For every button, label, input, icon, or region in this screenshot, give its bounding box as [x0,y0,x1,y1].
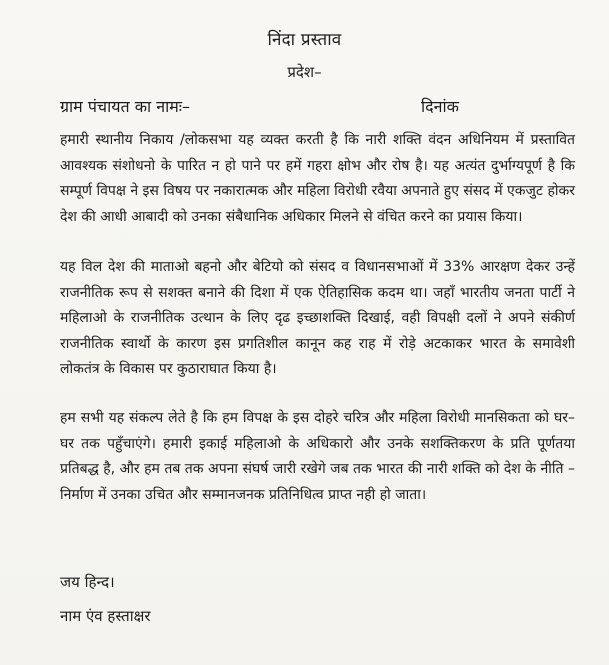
paragraph-resolution: हम सभी यह संकल्प लेते है कि हम विपक्ष के इस दोहरे चरित्र और महिला विरोधी मानसिकता को घर–घर तक पहुँचाएंगे। हमारी इकाई महिलाओ के अधिकारो और उनके सशक्तिकरण के प्रति पूर्णतया प्रतिबद्ध है, और हम तब तक अपना संघर्ष जारी रखेगे जब तक भारत की नारी शक्ति को देश के नीति –निर्माण में उनका उचित और सम्मानजनक प्रतिनिधित्व प्राप्त नही हो जाता। [60,410,575,503]
paragraph-bill-significance: यह विल देश की माताओ बहनो और बेटियो को संसद व विधानसभाओं में 33% आरक्षण देकर उन्हें राजनीतिक रूप से सशक्त बनाने की दिशा में एक ऐतिहासिक कदम था। जहाँ भारतीय जनता पार्टी ने महिलाओ के राजनीतिक उत्थान के लिए दृढ इच्छाशक्ति दिखाई, वही विपक्षी दलों ने अपने संकीर्ण राजनीतिक स्वार्थो के कारण इस प्रगतिशील कानून कह राह में रोड़े अटकाकर भारत के समावेशी लोकतंत्र के विकास पर कुठाराघात किया है। [60,259,575,377]
paragraph-condemnation: हमारी स्थानीय निकाय /लोकसभा यह व्यक्त करती है कि नारी शक्ति वंदन अधिनियम में प्रस्तावित आवश्यक संशोधनो के पारित न हो पाने पर हमें गहरा क्षोभ और रोष है। यह अत्यंत दुर्भाग्यपूर्ण है कि सम्पूर्ण विपक्ष ने इस विषय पर नकारात्मक और महिला विरोधी रवैया अपनाते हुए संसद में एकजुट होकर देश की आधी आबादी को उनका संबैधानिक अधिकार मिलने से वंचित करने का प्रयास किया। [60,132,575,225]
closing-salutation: जय हिन्द। [60,573,115,591]
gram-panchayat-label: ग्राम पंचायत का नामः– [60,97,191,116]
document-title: निंदा प्रस्ताव [267,30,342,50]
pradesh-label: प्रदेश– [287,63,322,81]
signature-label: नाम एंव हस्ताक्षर [60,607,151,625]
date-label: दिनांक [421,97,459,116]
